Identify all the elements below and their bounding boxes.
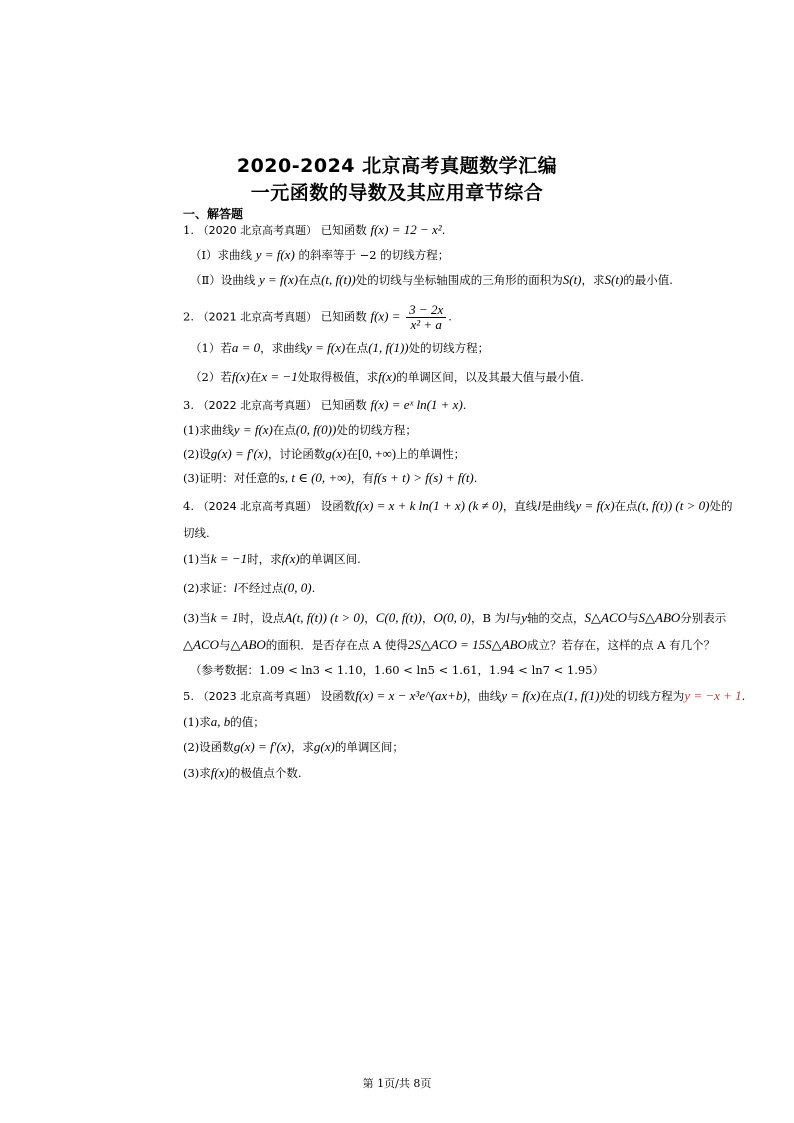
question-3-part-2 [183, 446, 465, 462]
math: l [233, 580, 238, 595]
math-highlighted: y = −x + 1 [684, 688, 742, 703]
text: ，求曲线 [260, 341, 307, 355]
text: 处的 [709, 499, 733, 513]
question-4-part-3: (3)当k = 1时，设点A(t, f(t)) (t > 0)，C(0, f(t))，O(0, 0)，B 为l与y轴的交点，S△ACO与S△ABO分别表示 [183, 610, 727, 625]
math: f(s + t) > f(s) + f(t) [373, 470, 474, 485]
part-label: (3)当 [183, 611, 211, 625]
math: A(t, f(t)) (t > 0) [284, 610, 365, 625]
part-label: （Ⅰ）求曲线 [190, 248, 253, 262]
math: f(x) = x + k ln(1 + x) (k ≠ 0) [355, 498, 503, 513]
question-source: （2020 北京高考真题） [197, 224, 318, 237]
question-5-stem: 5. （2023 北京高考真题） 设函数f(x) = x − x³e^(ax+b)，曲线y = f(x)在点(1, f(1))处的切线方程为y = −x + 1. [183, 688, 746, 703]
question-1-part-1 [190, 247, 449, 263]
section-heading: 一、解答题 [183, 207, 244, 221]
text: ，直线 [502, 499, 538, 513]
question-2-stem: 2. （2021 北京高考真题） 已知函数 f(x) = $\frac{3 - 2x}{\text{x² + a}}$ . [183, 302, 452, 332]
question-4-part-2: (2)求证：l不经过点(0, 0). [183, 580, 316, 595]
math: y = f(x) [255, 247, 295, 262]
text: 的单调区间. [299, 552, 361, 566]
math: (1, f(1)) [368, 340, 409, 355]
part-label: (1)求 [183, 715, 211, 729]
math: a, b [210, 714, 231, 729]
fraction-denominator: x² + a [410, 317, 442, 332]
text: 处的切线方程为 [603, 689, 685, 703]
text: ，曲线 [466, 689, 502, 703]
math: S△ABO [638, 610, 681, 625]
math: k = 1 [210, 610, 239, 625]
math: a = 0 [231, 340, 261, 355]
fraction-numerator: 3 − 2x [406, 303, 446, 318]
text: 时，设点 [238, 611, 285, 625]
math: l [537, 498, 541, 513]
math: O(0, 0) [433, 610, 471, 625]
question-source: （2024 北京高考真题） [197, 500, 318, 513]
text: 处的切线与坐标轴围成的三角形的面积为 [355, 273, 563, 287]
math: f(x) = [370, 308, 401, 324]
math: k = −1 [210, 551, 248, 566]
text: 成立？若存在，这样的点 A 有几个？ [526, 638, 716, 652]
math: f(x) [210, 765, 229, 780]
text: 已知函数 [320, 309, 367, 324]
part-label: （Ⅱ）设曲线 [190, 273, 256, 287]
text: 在点 [298, 273, 322, 287]
text: 设函数 [320, 689, 356, 703]
question-4-stem-continued: 切线. [183, 526, 210, 540]
math: (t, f(t)) [321, 272, 356, 287]
text: 在点 [272, 423, 296, 437]
text: 分别表示 [680, 611, 727, 625]
text: 轴的交点， [527, 611, 585, 625]
text: 在 [346, 447, 358, 461]
math: g(x) [325, 446, 347, 461]
text: 上的单调性； [396, 447, 466, 461]
part-label: (2)设函数 [183, 740, 234, 754]
math: f(x) [281, 551, 300, 566]
text: 已知函数 [320, 398, 367, 412]
page-footer: 第 1页/共 8页 [362, 1077, 432, 1090]
math: (0, 0) [283, 580, 312, 595]
math: (t, f(t)) (t > 0) [637, 498, 710, 513]
math: f(x) = eˣ ln(1 + x) [370, 397, 463, 412]
fraction [406, 303, 446, 332]
question-number: 2. [183, 309, 194, 324]
text: 处的切线方程； [408, 341, 490, 355]
math: △ABO [230, 637, 266, 652]
text: 的单调区间，以及其最大值与最小值. [396, 370, 584, 384]
math: [0, +∞) [357, 446, 397, 461]
math: g(x) = f′(x) [233, 739, 291, 754]
math: 2S△ACO = 15S△ABO [407, 637, 527, 652]
question-3-stem: 3. （2022 北京高考真题） 已知函数 f(x) = eˣ ln(1 + x). [183, 397, 467, 412]
question-source: （2021 北京高考真题） [197, 310, 318, 324]
math: (1, f(1)) [563, 688, 604, 703]
text: 处取得极值，求 [297, 370, 379, 384]
part-label: (3)证明：对任意的 [183, 471, 280, 485]
math: y = f(x) [306, 340, 346, 355]
document-subtitle: 一元函数的导数及其应用章节综合 [250, 182, 544, 204]
part-label: (2)设 [183, 447, 211, 461]
math: y = f(x) [575, 498, 615, 513]
part-label: （1）若 [190, 341, 232, 355]
text: 时，求 [247, 552, 282, 566]
question-2-part-1 [190, 340, 489, 356]
part-label: （2）若 [190, 370, 232, 384]
text: 的斜率等于 −2 的切线方程； [298, 248, 450, 262]
question-number: 3. [183, 398, 194, 412]
math: S△ACO [584, 610, 628, 625]
math: y = f(x) [233, 422, 273, 437]
question-source: （2023 北京高考真题） [197, 690, 318, 703]
question-3-part-3: (3)证明：对任意的s, t ∈ (0, +∞)，有f(s + t) > f(s) + f(t). [183, 470, 478, 485]
math: x = −1 [261, 369, 298, 384]
question-number: 4. [183, 499, 194, 513]
math: f(x) = 12 − x² [370, 222, 442, 237]
document-title: 2020-2024 北京高考真题数学汇编 [236, 155, 558, 177]
math: △ACO [183, 637, 219, 652]
question-number: 5. [183, 689, 194, 703]
text: 设函数 [320, 499, 356, 513]
question-3-part-1 [183, 422, 417, 438]
text: 在点 [540, 689, 564, 703]
question-5-part-2 [183, 739, 404, 755]
text: 在点 [345, 341, 369, 355]
math: l [506, 610, 510, 625]
part-label: (3)求 [183, 766, 211, 780]
question-source: （2022 北京高考真题） [197, 399, 318, 412]
math: f(x) = x − x³e^(ax+b) [355, 688, 467, 703]
text: 的极值点个数. [228, 766, 302, 780]
part-label: (1)当 [183, 552, 211, 566]
math: S(t) [562, 272, 582, 287]
math: g(x) [313, 739, 335, 754]
text: ，有 [350, 471, 374, 485]
question-5-part-3 [183, 765, 302, 781]
text: ，讨论函数 [267, 447, 326, 461]
question-4-stem [183, 498, 732, 515]
text: ，求 [581, 273, 605, 287]
question-4-reference-data: （参考数据：1.09 < ln3 < 1.10，1.60 < ln5 < 1.61，1.94 < ln7 < 1.95） [190, 663, 605, 677]
text: 的最小值. [623, 273, 673, 287]
text: 已知函数 [320, 223, 367, 237]
question-4-part-3-continued [183, 637, 715, 653]
question-4-part-1 [183, 551, 361, 567]
question-1-part-2 [190, 272, 673, 288]
math: y = f(x) [258, 272, 299, 287]
math: f(x) [231, 369, 250, 384]
math: (0, f(0)) [295, 422, 337, 437]
text: 是曲线 [540, 499, 576, 513]
text: ，求 [290, 740, 314, 754]
question-number: 1. [183, 223, 194, 237]
math: C(0, f(t)) [375, 610, 422, 625]
math: y [521, 610, 528, 625]
text: 与 [509, 611, 522, 625]
math: f(x) [378, 369, 397, 384]
question-1-stem: 1. （2020 北京高考真题） 已知函数 f(x) = 12 − x². [183, 222, 446, 237]
math: y = f(x) [501, 688, 541, 703]
text: 不经过点 [237, 581, 284, 595]
math: S(t) [604, 272, 624, 287]
text: 的单调区间； [334, 740, 404, 754]
question-5-part-1 [183, 714, 265, 730]
text: ，B 为 [471, 611, 507, 625]
math: g(x) = f′(x) [210, 446, 268, 461]
text: 与 [627, 611, 639, 625]
part-label: (2)求证： [183, 581, 234, 595]
text: 在点 [614, 499, 638, 513]
math: s, t ∈ (0, +∞) [279, 470, 351, 485]
text: 的值； [230, 715, 265, 729]
text: 处的切线方程； [336, 423, 417, 437]
question-2-part-2 [190, 369, 584, 385]
part-label: (1)求曲线 [183, 423, 234, 437]
text: 的面积．是否存在点 A 使得 [265, 638, 408, 652]
text: 与 [219, 638, 231, 652]
text: 在 [249, 370, 262, 384]
